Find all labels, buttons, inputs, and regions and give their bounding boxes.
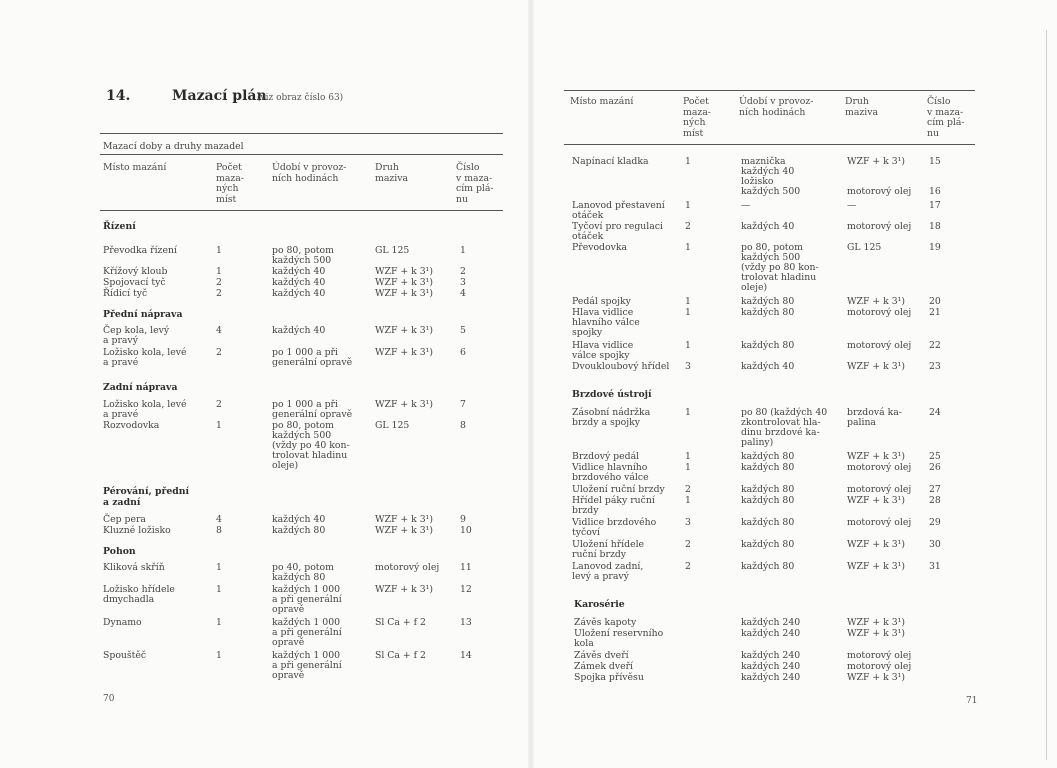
header-bottom-rule xyxy=(100,210,503,211)
section-rizeni: Řízení xyxy=(103,221,136,232)
right-page xyxy=(534,0,1057,768)
cell-place: Uložení ruční brzdy xyxy=(572,484,665,495)
cell-lubricant: Sl Ca + f 2 xyxy=(375,617,426,628)
cell-count: 1 xyxy=(216,562,222,573)
header-number: Číslo v maza- cím plá- nu xyxy=(927,96,965,139)
cell-number: 4 xyxy=(460,288,466,299)
cell-place: Uložení hřídele ruční brzdy xyxy=(572,539,645,560)
cell-interval: každých 80 xyxy=(741,495,795,506)
cell-count: 1 xyxy=(685,495,691,506)
cell-lubricant: WZF + k 3¹) xyxy=(375,525,434,536)
section-pohon: Pohon xyxy=(103,546,136,557)
header-number: Číslo v maza- cím plá- nu xyxy=(456,162,494,205)
cell-number: 14 xyxy=(460,650,472,661)
cell-place: Ložisko kola, levé a pravé xyxy=(103,347,187,368)
cell-interval: každých 240 xyxy=(741,628,801,639)
cell-number: 26 xyxy=(929,462,941,473)
cell-lubricant: GL 125 xyxy=(375,420,410,431)
cell-place: Řídicí tyč xyxy=(103,288,148,299)
cell-interval: každých 40 xyxy=(272,514,326,525)
cell-interval: maznička každých 40 ložisko každých 500 xyxy=(741,156,801,197)
cell-count: 2 xyxy=(216,277,222,288)
cell-place: Brzdový pedál xyxy=(572,451,640,462)
cell-number: 23 xyxy=(929,361,941,372)
cell-count: 1 xyxy=(216,420,222,431)
cell-place: Uložení reservního kola xyxy=(574,628,664,649)
cell-lubricant: motorový olej xyxy=(847,661,912,672)
cell-number: 11 xyxy=(460,562,472,573)
cell-count: 1 xyxy=(685,451,691,462)
section-predni-naprava: Přední náprava xyxy=(103,309,183,320)
cell-lubricant: WZF + k 3¹) xyxy=(375,399,434,410)
cell-count: 2 xyxy=(216,347,222,358)
page-number-left: 70 xyxy=(103,694,115,704)
cell-interval: po 80, potom každých 500 (vždy po 80 kon- trolovat hladinu oleje) xyxy=(741,242,819,293)
cell-count: 2 xyxy=(216,288,222,299)
cell-count: 1 xyxy=(216,617,222,628)
cell-place: Vidlice brzdového tyčoví xyxy=(572,517,657,538)
header-lubricant: Druh maziva xyxy=(845,96,879,118)
cell-count: 2 xyxy=(685,484,691,495)
cell-lubricant: WZF + k 3¹) xyxy=(847,495,906,506)
cell-number: 3 xyxy=(460,277,466,288)
cell-count: 1 xyxy=(216,584,222,595)
cell-lubricant: motorový olej xyxy=(375,562,440,573)
cell-lubricant: motorový olej xyxy=(847,221,912,232)
left-page xyxy=(0,0,528,768)
cell-number: 6 xyxy=(460,347,466,358)
cell-place: Hlava vidlice hlavního válce spojky xyxy=(572,307,640,338)
cell-place: Hřídel páky ruční brzdy xyxy=(572,495,655,516)
cell-lubricant: motorový olej xyxy=(847,650,912,661)
cell-interval: po 80, potom každých 500 xyxy=(272,245,334,266)
cell-place: Čep pera xyxy=(103,514,146,525)
cell-place: Zámek dveří xyxy=(574,661,634,672)
header-interval: Údobí v provoz- ních hodinách xyxy=(739,96,814,118)
cell-interval: každých 40 xyxy=(272,266,326,277)
cell-place: Lanovod přestavení otáček xyxy=(572,200,665,221)
cell-interval: každých 240 xyxy=(741,661,801,672)
cell-interval: každých 1 000 a při generální opravě xyxy=(272,617,342,648)
cell-number: 31 xyxy=(929,561,941,572)
cell-interval: každých 240 xyxy=(741,650,801,661)
section-brzdove-ustroji: Brzdové ústrojí xyxy=(572,389,652,400)
cell-place: Pedál spojky xyxy=(572,296,631,307)
cell-place: Křížový kloub xyxy=(103,266,168,277)
cell-number: 12 xyxy=(460,584,472,595)
cell-interval: každých 80 xyxy=(741,451,795,462)
cell-lubricant: brzdová ka- palina xyxy=(847,407,902,428)
cell-lubricant: GL 125 xyxy=(847,242,882,253)
cell-lubricant: WZF + k 3¹) xyxy=(375,347,434,358)
cell-number: 27 xyxy=(929,484,941,495)
cell-interval: každých 1 000 a při generální opravě xyxy=(272,584,342,615)
cell-interval: každých 240 xyxy=(741,617,801,628)
cell-place: Ložisko hřídele dmychadla xyxy=(103,584,175,605)
cell-interval: po 80 (každých 40 zkontrolovat hla- dinu brzdové ka- paliny) xyxy=(741,407,828,448)
table-subtitle: Mazací doby a druhy mazadel xyxy=(103,141,244,152)
cell-count: 1 xyxy=(685,296,691,307)
section-perovani: Pérování, přední a zadní xyxy=(103,486,190,508)
cell-number: 21 xyxy=(929,307,941,318)
cell-lubricant: motorový olej xyxy=(847,462,912,473)
cell-interval: každých 80 xyxy=(741,484,795,495)
cell-count: 1 xyxy=(216,266,222,277)
cell-interval: po 1 000 a při generální opravě xyxy=(272,347,353,368)
section-zadni-naprava: Zadní náprava xyxy=(103,382,178,393)
cell-place: Spojovací tyč xyxy=(103,277,166,288)
cell-number: 17 xyxy=(929,200,941,211)
cell-place: Čep kola, levý a pravý xyxy=(103,325,170,346)
cell-count: 2 xyxy=(685,561,691,572)
cell-lubricant: WZF + k 3¹) xyxy=(375,514,434,525)
cell-place: Vidlice hlavního brzdového válce xyxy=(572,462,649,483)
cell-place: Převodka řízení xyxy=(103,245,177,256)
title-rule xyxy=(100,133,503,134)
cell-count: 1 xyxy=(685,307,691,318)
page-number-right: 71 xyxy=(966,696,978,706)
page-title: Mazací plán xyxy=(172,88,267,104)
cell-place: Dynamo xyxy=(103,617,142,628)
cell-interval: každých 40 xyxy=(272,325,326,336)
cell-number: 28 xyxy=(929,495,941,506)
cell-place: Zásobní nádržka brzdy a spojky xyxy=(572,407,651,428)
cell-interval: každých 80 xyxy=(741,296,795,307)
cell-count: 1 xyxy=(685,407,691,418)
cell-place: Spouštěč xyxy=(103,650,147,661)
cell-count: 1 xyxy=(685,200,691,211)
cell-lubricant: WZF + k 3¹) xyxy=(375,288,434,299)
chapter-number: 14. xyxy=(106,88,131,104)
cell-place: Kluzné ložisko xyxy=(103,525,171,536)
cell-lubricant: WZF + k 3¹) xyxy=(847,672,906,683)
cell-lubricant: WZF + k 3¹) xyxy=(847,628,906,639)
cell-number: 7 xyxy=(460,399,466,410)
cell-lubricant: motorový olej xyxy=(847,340,912,351)
cell-place: Hlava vidlice válce spojky xyxy=(572,340,634,361)
cell-interval: každých 40 xyxy=(272,277,326,288)
cell-interval: každých 40 xyxy=(741,221,795,232)
cell-count: 4 xyxy=(216,514,222,525)
cell-count: 1 xyxy=(216,245,222,256)
cell-place: Napínací kladka xyxy=(572,156,649,167)
cell-interval: každých 80 xyxy=(741,539,795,550)
header-top-rule xyxy=(564,90,975,91)
cell-lubricant: WZF + k 3¹) xyxy=(375,584,434,595)
cell-lubricant: GL 125 xyxy=(375,245,410,256)
cell-count: 3 xyxy=(685,361,691,372)
cell-lubricant: WZF + k 3¹) xyxy=(375,325,434,336)
cell-count: 3 xyxy=(685,517,691,528)
cell-count: 1 xyxy=(685,242,691,253)
cell-lubricant: Sl Ca + f 2 xyxy=(375,650,426,661)
cell-place: Tyčoví pro regulaci otáček xyxy=(572,221,663,242)
cell-number: 29 xyxy=(929,517,941,528)
cell-number: 2 xyxy=(460,266,466,277)
cell-place: Ložisko kola, levé a pravé xyxy=(103,399,187,420)
cell-count: 1 xyxy=(685,340,691,351)
cell-number: 18 xyxy=(929,221,941,232)
cell-number: 22 xyxy=(929,340,941,351)
cell-lubricant: WZF + k 3¹) xyxy=(847,561,906,572)
cell-number: 20 xyxy=(929,296,941,307)
header-lubricant: Druh maziva xyxy=(375,162,409,184)
cell-place: Spojka přívěsu xyxy=(574,672,644,683)
cell-interval: každých 80 xyxy=(741,561,795,572)
cell-number: 9 xyxy=(460,514,466,525)
cell-count: 4 xyxy=(216,325,222,336)
header-bottom-rule xyxy=(564,144,975,145)
cell-number: 5 xyxy=(460,325,466,336)
cell-number: 24 xyxy=(929,407,941,418)
cell-count: 8 xyxy=(216,525,222,536)
header-place: Místo mazání xyxy=(103,162,167,173)
cell-interval: každých 240 xyxy=(741,672,801,683)
cell-count: 2 xyxy=(685,221,691,232)
cell-lubricant: WZF + k 3¹) xyxy=(375,277,434,288)
cell-interval: po 80, potom každých 500 (vždy po 40 kon- trolovat hladinu oleje) xyxy=(272,420,350,471)
cell-lubricant: WZF + k 3¹) xyxy=(847,361,906,372)
cell-lubricant: motorový olej xyxy=(847,307,912,318)
header-count: Počet maza- ných míst xyxy=(683,96,711,139)
cell-number: 1 xyxy=(460,245,466,256)
cell-interval: po 40, potom každých 80 xyxy=(272,562,334,583)
cell-lubricant: motorový olej xyxy=(847,517,912,528)
cell-lubricant: motorový olej xyxy=(847,484,912,495)
cell-lubricant: WZF + k 3¹) xyxy=(847,296,906,307)
cell-place: Rozvodovka xyxy=(103,420,160,431)
cell-interval: každých 80 xyxy=(741,517,795,528)
cell-interval: každých 80 xyxy=(741,340,795,351)
cell-place: Převodovka xyxy=(572,242,628,253)
cell-lubricant: WZF + k 3¹) xyxy=(847,451,906,462)
cell-place: Závěs kapoty xyxy=(574,617,637,628)
header-interval: Údobí v provoz- ních hodinách xyxy=(272,162,347,184)
cell-lubricant: WZF + k 3¹) xyxy=(847,539,906,550)
cell-place: Lanovod zadní, levý a pravý xyxy=(572,561,644,582)
cell-number: 25 xyxy=(929,451,941,462)
cell-number: 10 xyxy=(460,525,472,536)
cell-interval: každých 40 xyxy=(272,288,326,299)
cell-count: 2 xyxy=(685,539,691,550)
section-karoserie: Karosérie xyxy=(574,599,625,610)
header-count: Počet maza- ných míst xyxy=(216,162,244,205)
cell-number: 13 xyxy=(460,617,472,628)
cell-interval: každých 80 xyxy=(741,307,795,318)
cell-place: Dvoukloubový hřídel xyxy=(572,361,670,372)
cell-interval: každých 40 xyxy=(741,361,795,372)
cell-number: 19 xyxy=(929,242,941,253)
header-top-rule xyxy=(100,154,503,155)
cell-interval: každých 80 xyxy=(272,525,326,536)
cell-count: 1 xyxy=(685,462,691,473)
cell-number: 15 16 xyxy=(929,156,941,197)
header-place: Místo mazání xyxy=(570,96,634,107)
cell-count: 2 xyxy=(216,399,222,410)
cell-count: 1 xyxy=(685,156,691,167)
title-note: (viz obraz číslo 63) xyxy=(257,93,344,103)
cell-place: Závěs dveří xyxy=(574,650,629,661)
cell-interval: — xyxy=(741,200,751,211)
cell-number: 30 xyxy=(929,539,941,550)
cell-lubricant: WZF + k 3¹) motorový olej xyxy=(847,156,912,197)
cell-place: Kliková skříň xyxy=(103,562,165,573)
cell-lubricant: WZF + k 3¹) xyxy=(375,266,434,277)
cell-interval: každých 80 xyxy=(741,462,795,473)
cell-lubricant: WZF + k 3¹) xyxy=(847,617,906,628)
cell-count: 1 xyxy=(216,650,222,661)
cell-interval: po 1 000 a při generální opravě xyxy=(272,399,353,420)
cell-lubricant: — xyxy=(847,200,857,211)
cell-interval: každých 1 000 a při generální opravě xyxy=(272,650,342,681)
cell-number: 8 xyxy=(460,420,466,431)
